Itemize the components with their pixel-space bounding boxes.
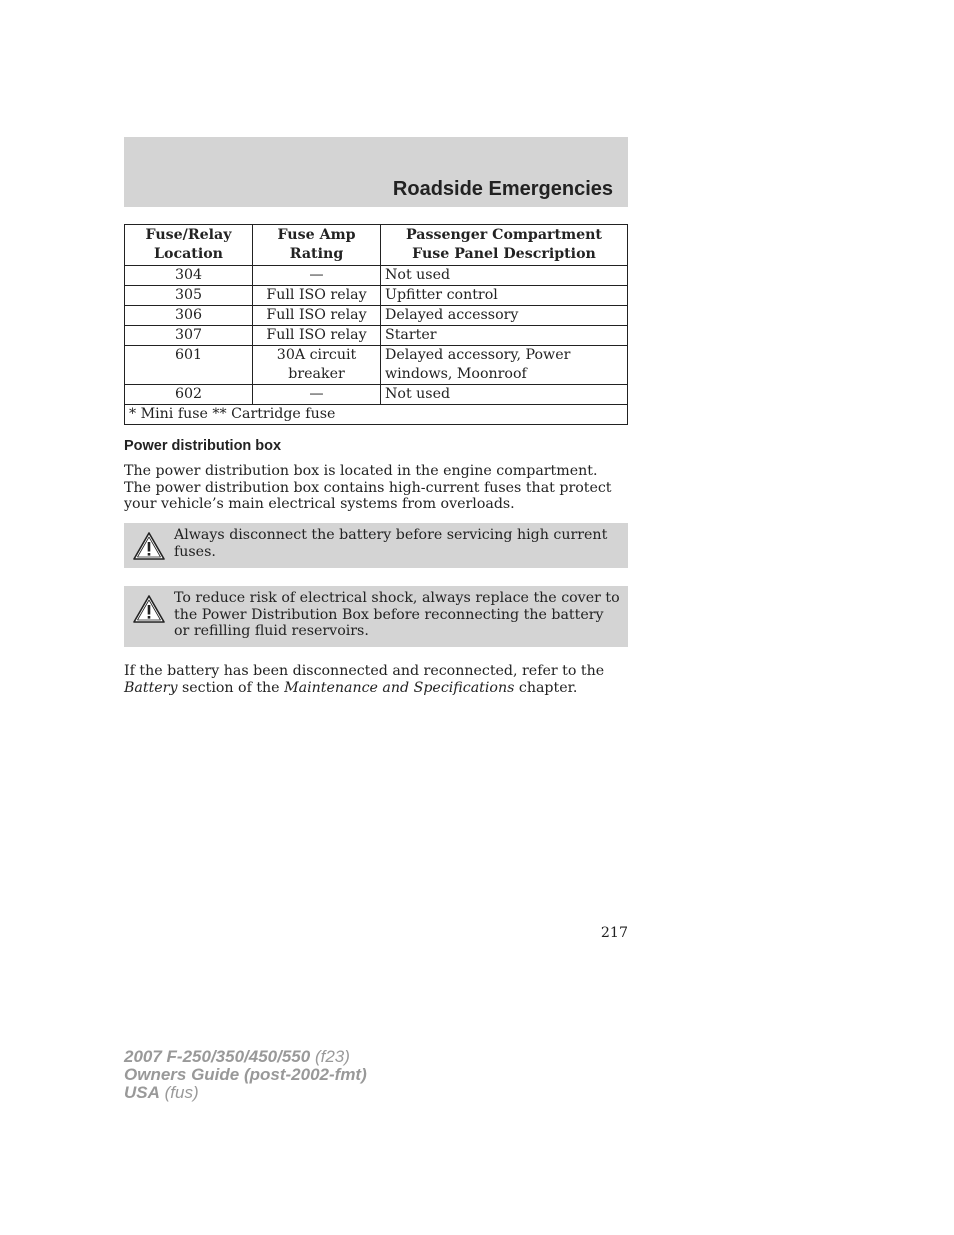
cell-description: Delayed accessory: [381, 306, 628, 326]
table-row: [125, 326, 628, 346]
closing-text: chapter.: [514, 679, 578, 696]
table-row: [125, 306, 628, 326]
footer-line-region: USA (fus): [124, 1083, 199, 1102]
warning-text: Always disconnect the battery before servicing high current fuses.: [174, 527, 608, 560]
column-header-location: Fuse/Relay Location: [125, 225, 253, 266]
warning-triangle-icon: [132, 531, 166, 561]
cell-description: Starter: [381, 326, 628, 346]
table-row: [125, 346, 628, 385]
table-header-row: [125, 225, 628, 266]
intro-paragraph: The power distribution box is located in the engine compartment. The power distribution box contains high-current fuses that protect your vehicle’s main electrical systems from overloads.: [124, 463, 612, 512]
cell-description: Not used: [381, 385, 628, 405]
closing-text: If the battery has been disconnected and reconnected, refer to the: [124, 663, 605, 679]
cell-rating: Full ISO relay: [253, 306, 381, 326]
cell-rating: Full ISO relay: [253, 286, 381, 306]
table-row: [125, 385, 628, 405]
cell-rating: —: [253, 266, 381, 286]
table-footnote-row: [125, 405, 628, 425]
fuse-table: [124, 224, 628, 425]
cell-location: 601: [125, 346, 253, 385]
battery-reference: Battery: [124, 679, 178, 696]
page-number: 217: [600, 925, 628, 941]
column-header-rating: Fuse Amp Rating: [253, 225, 381, 266]
column-header-description: Passenger Compartment Fuse Panel Description: [381, 225, 628, 266]
document-footer: [124, 1048, 367, 1102]
section-title: Roadside Emergencies: [392, 178, 613, 200]
table-footnote: * Mini fuse ** Cartridge fuse: [125, 405, 628, 425]
warning-box: [124, 586, 628, 647]
cell-rating: Full ISO relay: [253, 326, 381, 346]
warning-text: To reduce risk of electrical shock, always replace the cover to the Power Distribution Box before reconnecting the battery or refilling fluid reservoirs.: [174, 590, 620, 639]
closing-paragraph: [124, 663, 624, 696]
cell-location: 306: [125, 306, 253, 326]
warning-triangle-icon: [132, 594, 166, 624]
cell-location: 304: [125, 266, 253, 286]
cell-description: Delayed accessory, Power windows, Moonroof: [381, 346, 628, 385]
cell-rating: 30A circuit breaker: [253, 346, 381, 385]
cell-rating: —: [253, 385, 381, 405]
cell-description: Upfitter control: [381, 286, 628, 306]
table-row: [125, 286, 628, 306]
closing-text: section of the: [177, 679, 285, 696]
warning-box: [124, 523, 628, 568]
cell-location: 307: [125, 326, 253, 346]
table-row: [125, 266, 628, 286]
cell-location: 305: [125, 286, 253, 306]
section-heading: Power distribution box: [124, 438, 282, 454]
chapter-reference: Maintenance and Specifications: [284, 679, 515, 696]
cell-location: 602: [125, 385, 253, 405]
cell-description: Not used: [381, 266, 628, 286]
footer-line-guide: Owners Guide (post-2002-fmt): [124, 1065, 367, 1084]
footer-line-model: 2007 F-250/350/450/550 (f23): [124, 1047, 350, 1066]
section-header-band: [124, 137, 628, 207]
